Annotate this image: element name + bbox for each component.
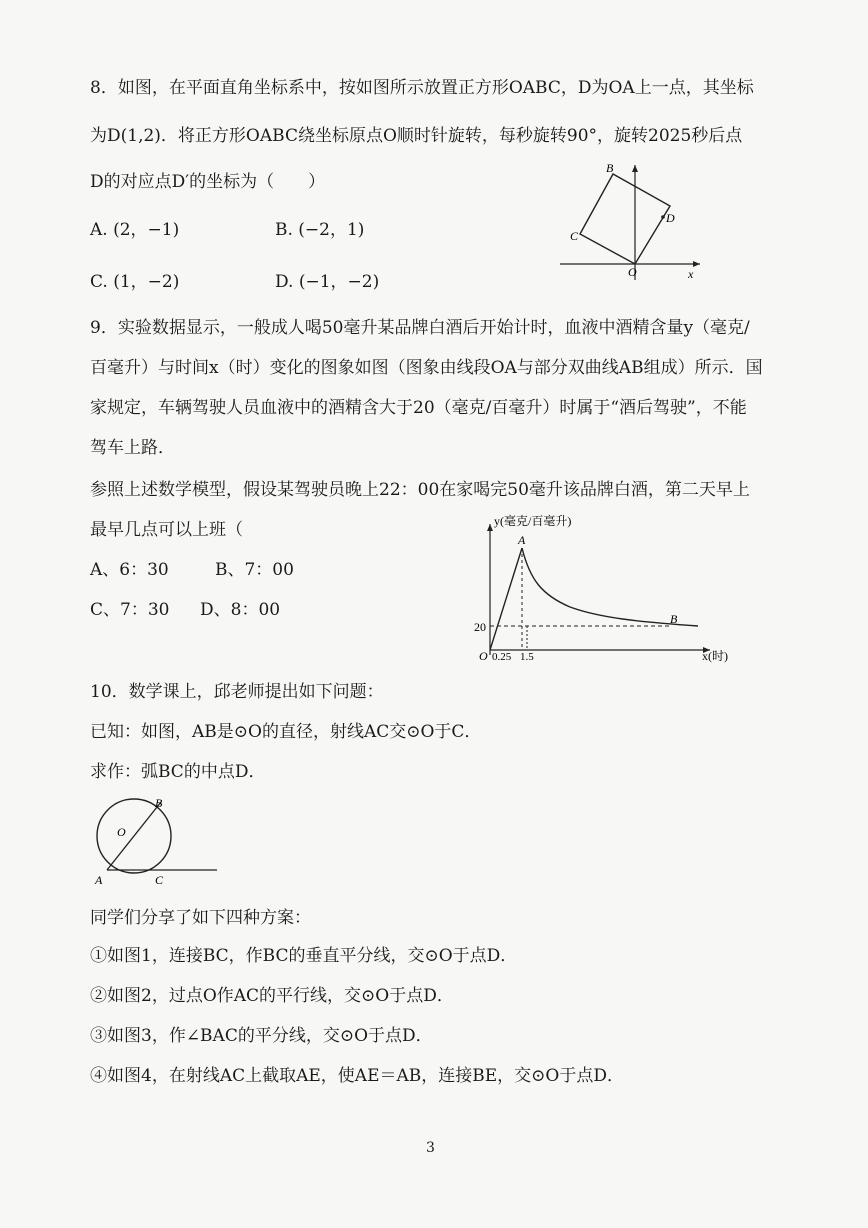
q9-tick-15: 1.5 [520, 651, 534, 663]
q9-line-6: 最早几点可以上班（ [90, 520, 243, 540]
q9-line-5: 参照上述数学模型，假设某驾驶员晚上22：00在家喝完50毫升该品牌白酒，第二天早上 [90, 480, 750, 500]
q8-option-c: C. (1，−2) [90, 272, 180, 292]
q9-option-b: B、7：00 [215, 560, 294, 580]
q8-option-d: D. (−1，−2) [275, 272, 380, 292]
q10-scheme-3: ③如图3，作∠BAC的平分线，交⊙O于点D． [90, 1026, 433, 1046]
q8-label-x: x [688, 267, 694, 281]
q9-xlabel: x(时) [702, 649, 728, 663]
q8-figure [550, 160, 730, 285]
q10-scheme-1: ①如图1，连接BC，作BC的垂直平分线，交⊙O于点D． [90, 946, 518, 966]
q8-label-o: O [628, 265, 637, 279]
q9-line-3: 家规定，车辆驾驶人员血液中的酒精含大于20（毫克/百毫升）时属于“酒后驾驶”，不能 [90, 398, 747, 418]
q9-option-c: C、7：30 [90, 600, 170, 620]
page-number: 3 [426, 1140, 435, 1156]
q8-line-1: 8．如图，在平面直角坐标系中，按如图所示放置正方形OABC，D为OA上一点，其坐标 [90, 78, 754, 98]
q10-scheme-4: ④如图4，在射线AC上截取AE，使AE＝AB，连接BE，交⊙O于点D． [90, 1066, 624, 1086]
q8-option-b: B. (−2，1) [275, 220, 365, 240]
q9-line-1: 9．实验数据显示，一般成人喝50毫升某品牌白酒后开始计时，血液中酒精含量y（毫克/ [90, 318, 750, 338]
q8-label-d: D [666, 211, 675, 225]
q9-option-a: A、6：30 [90, 560, 169, 580]
q10-label-c: C [155, 873, 164, 887]
q10-label-a: A [95, 873, 103, 887]
q8-line-2: 为D(1,2)．将正方形OABC绕坐标原点O顺时针旋转，每秒旋转90°，旋转2025秒后点 [90, 126, 743, 146]
q10-line-2: 已知：如图，AB是⊙O的直径，射线AC交⊙O于C． [90, 722, 482, 742]
q10-label-b: B [155, 796, 163, 810]
q10-line-4: 同学们分享了如下四种方案： [90, 908, 311, 928]
q9-label-o: O [479, 649, 488, 663]
q10-line-1: 10．数学课上，邱老师提出如下问题： [90, 682, 384, 702]
q9-line-2: 百毫升）与时间x（时）变化的图象如图（图象由线段OA与部分双曲线AB组成）所示．国 [90, 358, 763, 378]
q9-figure [470, 510, 740, 665]
q10-figure [85, 795, 225, 890]
q10-line-3: 求作：弧BC的中点D． [90, 762, 266, 782]
q9-tick-025: 0.25 [492, 651, 512, 663]
q8-line-3: D的对应点D′的坐标为（ ） [90, 172, 326, 192]
q9-label-a: A [518, 533, 526, 547]
q9-tick-20: 20 [474, 620, 486, 634]
q8-label-b: B [606, 161, 614, 175]
q9-option-d: D、8：00 [200, 600, 281, 620]
q8-option-a: A. (2，−1) [90, 220, 180, 240]
q9-label-b: B [670, 612, 678, 626]
q9-line-4: 驾车上路． [90, 438, 175, 458]
q9-ylabel: y(毫克/百毫升) [494, 514, 572, 528]
q10-scheme-2: ②如图2，过点O作AC的平行线，交⊙O于点D． [90, 986, 454, 1006]
q10-label-o: O [117, 825, 126, 839]
q8-label-c: C [570, 229, 579, 243]
